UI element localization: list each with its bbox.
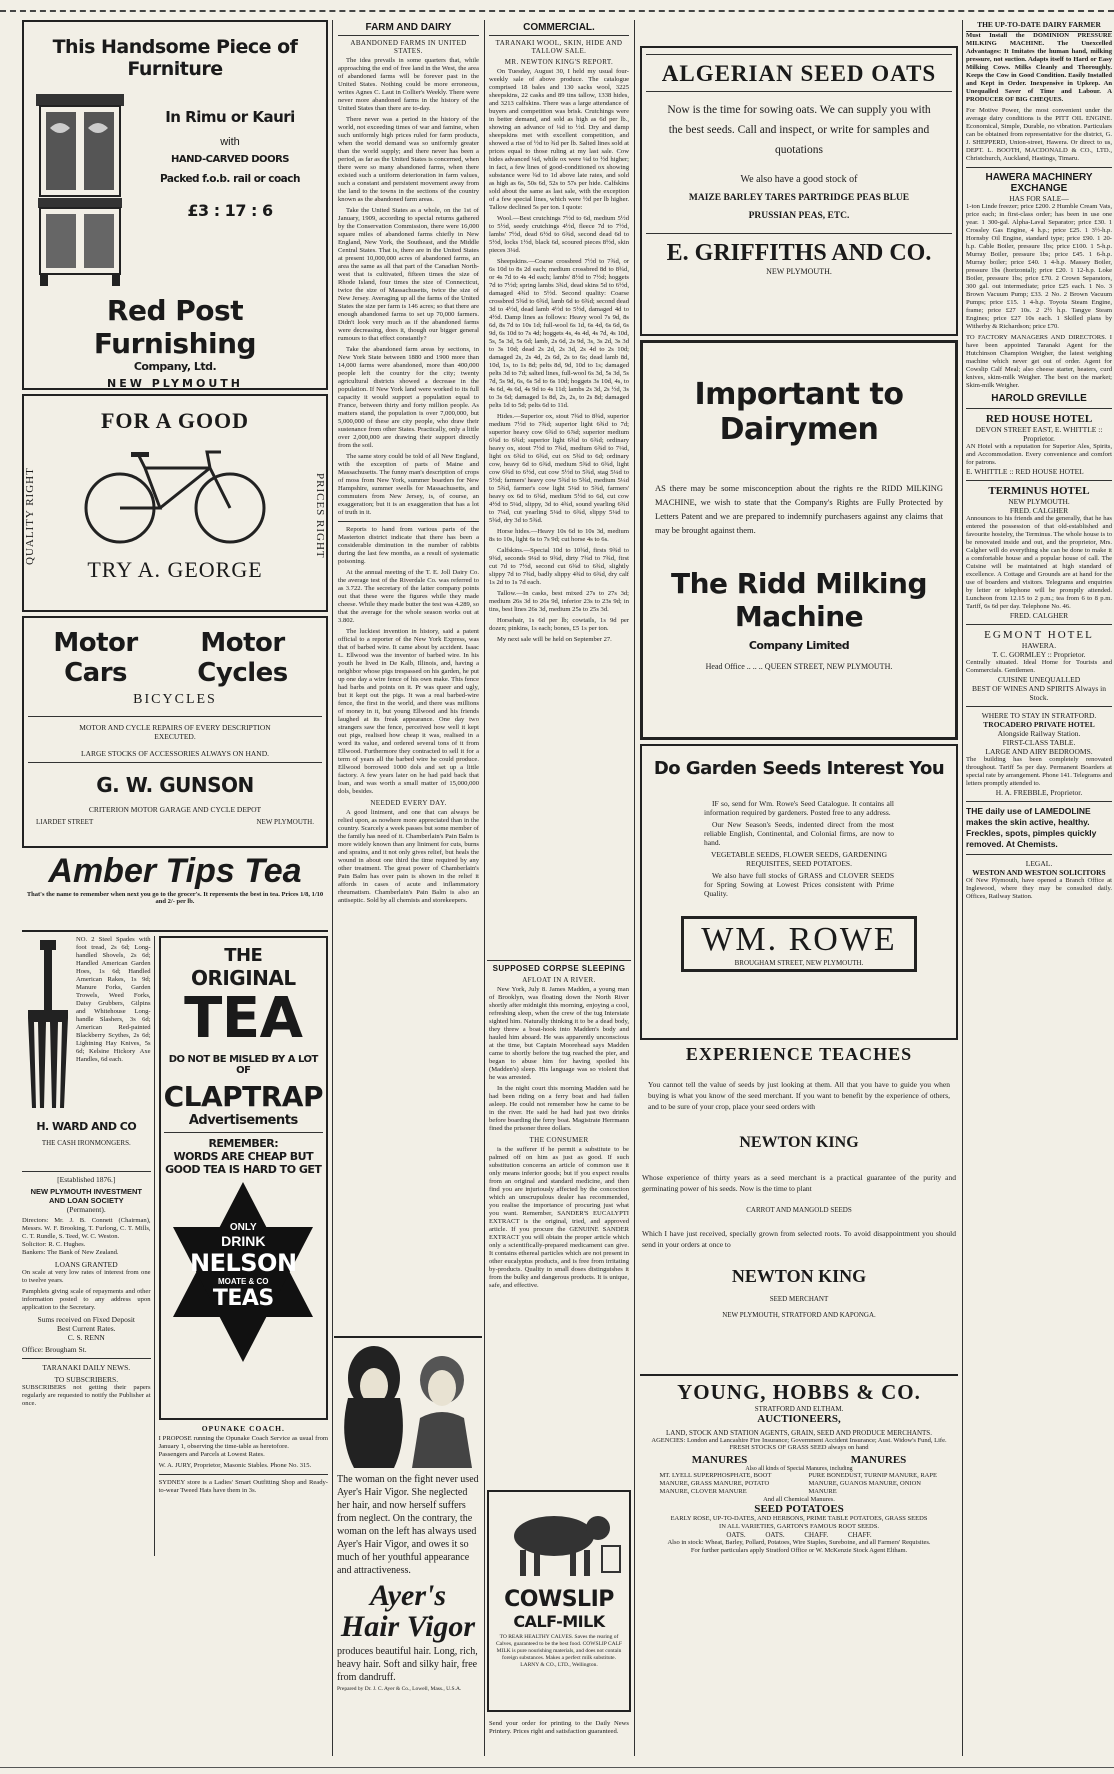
ayer-ad: [334, 1336, 482, 1756]
ayer-foot: Prepared by Dr. J. C. Ayer & Co., Lowell, Mass., U.S.A.: [337, 1686, 462, 1692]
nelson-star: [173, 1182, 313, 1362]
young-potatoes: EARLY ROSE, UP-TO-DATES, AND HERBONS, PRIME TABLE POTATOES, GRASS SEEDS IN ALL VARIETIES, GARTON'S FAMOUS ROOT SEEDS.: [670, 1515, 928, 1530]
farm-h2: NEEDED EVERY DAY.: [370, 799, 447, 807]
cabinet-illustration: [28, 88, 132, 288]
rowe-title: Do Garden Seeds Interest You: [653, 758, 945, 779]
motor-name: G. W. GUNSON: [96, 773, 254, 797]
column-ads-right: [640, 20, 958, 1756]
furniture-line1: This Handsome Piece of: [52, 36, 298, 58]
furniture-company: Red Post Furnishing: [93, 294, 257, 360]
cowslip-sub: CALF-MILK: [513, 1612, 605, 1631]
newton-p1: You cannot tell the value of seeds by just looking at them. All that you have to guide you when buying is what you know of the seed merchant. If you want to benefit by the experience of others, and to be sure of your crop, place your seed orders with: [648, 1080, 950, 1111]
young-l1: LAND, STOCK AND STATION AGENTS, GRAIN, SEED AND PRODUCE MERCHANTS.: [666, 1429, 932, 1437]
furniture-town: NEW PLYMOUTH: [107, 377, 243, 390]
factory-text: TO FACTORY MANAGERS AND DIRECTORS. I have been appointed Taranaki Agent for the Hutchinson Champion Weigher, the latest weighing machine which never get out of order. Agent for Cowslip Calf Meal; also cheese starter, heaters, curd knives, skim-milk Weigher. The best on the market; Skim-milk Weigher.: [966, 334, 1112, 389]
rowe-p2: Our New Season's Seeds, indented direct from the most reliable English, Continental, and Colonial firms, are now to hand.: [704, 820, 894, 847]
young-name: YOUNG, HOBBS & CO.: [677, 1380, 921, 1404]
dairy-heading: THE UP-TO-DATE DAIRY FARMER: [966, 20, 1112, 32]
sydney-text: SYDNEY store is a Ladies' Smart Outfitting Shop and Ready-to-wear Tweed Hats have them in 3s.: [158, 1479, 328, 1494]
cowslip-ad: [487, 1490, 631, 1712]
investment-current: Best Current Rates.: [57, 1324, 116, 1333]
motor-ad: [22, 616, 328, 848]
algerian-town: NEW PLYMOUTH.: [766, 267, 832, 276]
fork-icon: [22, 936, 74, 1116]
young-m1: MANURES: [691, 1454, 748, 1466]
motor-bicycles: BICYCLES: [133, 692, 217, 707]
comm-p1: On Tuesday, August 30, I held my usual four-weekly sale of above produce. The catalogue comprised 18 bales and 130 sacks wool, 3225 sheepskins, 22 casks and 89 tins tallow, 1338 hides, and 3213 calfskins. There was a large attendance of buyers and competition was brisk. Crutchings were in better demand, and sold as high as 6d per lb., showing an advance of ¼d to ½d. Dry and damp sheepskins met with excellent competition, and showed a rise of ½d to ¾d per lb. Salted lines sold at prices equal to those ruling at my last sale. Cow hides advanced ¼d, while ox were ¼d to ½d higher; in fact, a few lines of good-conditioned ox showing substance were ¾d to 1d above late rates, and sold as high as 6s, 50s 6d, 52s to 57s per hide. Calfskins sold about the same as last sale, with the exception of a few special lines, which were ½d per lb higher. Tallow declined 5s per ton. I quote:: [489, 68, 629, 211]
newton-king-ad: [640, 1044, 958, 1376]
motor-right: Motor Cycles: [197, 628, 288, 688]
farm-p9: A good liniment, and one that can always be relied upon, as nowhere more appreciated than in the country. Scarcely a week passes but some member of the family has need of it. Chamberlain's Pain Balm is more widely known than any liniment for cuts, burns and sprains, and it not only gives relief, but heals the wound in about one third the time required by any other treatment. The great power of Chamberlain's Pain Balm has over pain is shown in the relief it affords in cases of acute and inflammatory rheumatism. Chamberlain's Pain Balm is also an antiseptic. Sold by all chemists and storekeepers.: [338, 809, 479, 904]
ayer-text: The woman on the fight never used Ayer's Hair Vigor. She neglected her hair, and now herself suffers from neglect. On the contrary, the woman on the left has always used Ayer's Hair Vigor, and owes it so much of her youthful appearance and attractiveness.: [337, 1474, 479, 1576]
troc-2: LARGE AND AIRY BEDROOMS.: [985, 747, 1093, 756]
original-tea-ad: [159, 936, 328, 1420]
newton-title: EXPERIENCE TEACHES: [685, 1044, 913, 1064]
terminus-town: NEW PLYMOUTH.: [1008, 497, 1070, 506]
coach-parcels: Passengers and Parcels at Lowest Rates.: [158, 1451, 265, 1458]
investment-loans2: On scale at very low rates of interest from one to twelve years.: [22, 1269, 151, 1284]
rowe-p3: VEGETABLE SEEDS, FLOWER SEEDS, GARDENING REQUISITES, SEED POTATOES.: [710, 850, 888, 868]
bicycle-ad: [22, 394, 328, 612]
column-ads-left: [22, 20, 328, 1756]
terminus-title: TERMINUS HOTEL: [988, 485, 1090, 497]
hward-ad: [22, 936, 151, 1172]
investment-est: [Established 1876.]: [57, 1175, 116, 1184]
coach-title: OPUNAKE COACH.: [201, 1424, 285, 1433]
investment-sums: Sums received on Fixed Deposit: [37, 1315, 136, 1324]
farm-p1: The idea prevails in some quarters that, while approaching the end of free land in the West, the area of abandoned farms will be forever past in the United States. Nothing could be more erroneous, writes Agnes C. Laut in Collier's Weekly. There were never more abandoned farms in the history of the United States than there are to-day.: [338, 57, 479, 112]
investment-pamphlets: Pamphlets giving scale of repayments and other information posted to any address upon application to the Secretary.: [22, 1288, 151, 1311]
investment-ad: [22, 1172, 151, 1408]
investment-sec: C. S. RENN: [67, 1333, 105, 1342]
tea-only: ONLY: [229, 1222, 257, 1233]
ridd-title: Important to Dairymen: [694, 377, 904, 447]
motor-town: NEW PLYMOUTH.: [256, 818, 314, 826]
comm-h2: MR. NEWTON KING'S REPORT.: [504, 58, 614, 66]
investment-perm: (Permanent).: [66, 1205, 106, 1214]
furniture-line2: Furniture: [127, 58, 223, 80]
algerian-title: ALGERIAN SEED OATS: [661, 61, 937, 86]
farm-p8: The luckiest invention in history, said a patent official to a reporter of the New York Express, was that of barbed wire. It came about by accident. Isaac L. Ellwood was the inventor of barbed wire. In his youth he lived in De Kalb, Illinois, and, having a neighbor whose pigs trespassed on his garden, he put up one day a wire fence of his own make. This fence had barbs and points on it. Pr was queer and ugly, but it kept out the pigs. It was a real barbed-wire fence, the first in the world, and there was millions of money in it, but young Ellwood and his friends laughed at its freak appearance. One day two strangers saw the fence, perceived how well it kept out pigs, realised how cheap it was, realised in a word its value, and ordered several tons of it from Ellwood. Furthermore they contracted to sell it for a term of years all the barbed wire he could produce. Ellwood borrowed 1000 dols and set up a little factory. A few years later on he had paid back that loan, and was worth a small matter of 15,000,000 dols, besides.: [338, 628, 479, 795]
young-hobbs-ad: [640, 1380, 958, 1554]
comm-h1: TARANAKI WOOL, SKIN, HIDE AND TALLOW SALE.: [495, 39, 623, 55]
farm-p2: There never was a period in the history of the world, not exceeding times of war and famine, when such uniformly high prices ruled for farm products, when the world demand was so uniformly greater than the world supply; and there never has been a period, as far as the United States is concerned, when there were so many abandoned farms, when there existed such a uniform deterioration in farm values, such a constant and persistent movement away from the land to the towns in the sections of the country known as the abandoned farm areas.: [338, 116, 479, 203]
redhouse-street: DEVON STREET EAST, E. WHITTLE :: Proprietor.: [975, 425, 1103, 443]
newton-role: SEED MERCHANT: [769, 1295, 829, 1303]
redhouse-title: RED HOUSE HOTEL: [985, 413, 1093, 425]
redhouse-sig: E. WHITTLE :: RED HOUSE HOTEL: [966, 467, 1084, 476]
comm-p12: is the sufferer if he permit a substitute to be palmed off on him as just as good. If such substitution concerns an article of common use it only means inferior goods; but if you expect results from an original and standard medicine, and then find you are injuriously affected by the concoction which an unscrupulous dealer has recommended, you realise the importance of procuring just what you want. Remember, SANDER'S EUCALYPTI EXTRACT is the original, tried, and approved article. If you procure the GENUINE SANDER EXTRACT you will obtain the proper article which only a scientifically-prepared medicament can give. It contains ethereal particles which are not present in other eucalyptus products, and is free from irritating by-products. Quality in small doses distinguishes it from the bulky and dangerous products. It is unique, safe, and effective.: [489, 1146, 629, 1289]
tea-words: WORDS ARE CHEAP BUT GOOD TEA IS HARD TO GET: [165, 1150, 322, 1176]
egmont-text: Centrally situated. Ideal Home for Tourists and Commercials. Gentlemen.: [966, 659, 1112, 674]
farm-h1: ABANDONED FARMS IN UNITED STATES.: [350, 39, 467, 55]
coach-text: I PROPOSE running the Opunake Coach Service as usual from January 1, observing the time-table as heretofore.: [158, 1435, 328, 1450]
ayer-brand2: Hair Vigor: [340, 1610, 476, 1643]
rowe-p4: We also have full stocks of GRASS and CLOVER SEEDS for Spring Sowing at Lowest Prices consistent with Prime Quality.: [704, 871, 894, 898]
furniture-line6: Packed f.o.b. rail or coach: [160, 173, 300, 185]
young-manr: PURE BONEDUST, TURNIP MANURE, RAPE MANURE, GUANOS MANURE, ONION MANURE: [808, 1472, 937, 1495]
bicycle-left: QUALITY RIGHT: [24, 467, 36, 565]
comm-p9: My next sale will be held on September 27.: [497, 636, 612, 643]
column-right-edge: [966, 20, 1112, 1756]
investment-solicitor: Solicitor: R. C. Hughes.: [22, 1241, 86, 1248]
comm-h4: AFLOAT IN A RIVER.: [522, 976, 596, 984]
hawera-list: 1-ton Linde freezer; price £200. 2 Humble Cream Vats, price each; in first-class order; has been in use one year. 1 300-gal. Alpha-Laval Separator; price £30. 1 Crossley Gas Engine, 4 h.p.; price £25. 1 3½-h.p. Hornsby Oil Engine, standard type; price £90. 1 20-h.p. Cable Boiler, pressure 1bs; price £100. 1 5-h.p. Murray Boiler, pressure 1bs; price £45. 1 6-h.p. Murray boiler; price £40. 1 4-h.p. Massey Boiler, pressure 1bs (horizontal); price £20. 1 12-h.p. Loke Boiler, pressure 1bs; price £70. 2 Crown Separators, 300 gal. out intermediate; price £25 each. 1 No. 3 Brown Vacuum Pump; £33. 2 No. 2 Brown Vacuum Pumps; price £15. 1 4-h.p. Toyota Steam Engine, frame; price £27 10s. 2 2½ h.p. Tangye Steam Engines; price £27 10s each. 1 Skilled plans by Witherby & Richardson; price £70.: [966, 203, 1112, 330]
algerian-also: We also have a good stock of: [740, 174, 858, 185]
ridd-company: Company Limited: [748, 639, 850, 652]
motor-l2: EXECUTED.: [154, 732, 196, 741]
daily-news: TARANAKI DAILY NEWS.: [42, 1363, 131, 1372]
young-l3: FRESH STOCKS OF GRASS SEED always on hand: [729, 1444, 869, 1451]
furniture-ad: [22, 20, 328, 390]
egmont-town: HAWERA.: [1021, 641, 1057, 650]
comm-p2: Wool.—Best crutchings 7½d to 6d, medium 5½d to 5½d, seedy crutchings 4½d, fleece 7d to 7½d, lambs' 7½d, dead 6½d to 6¾d, second dead 6d to 5½d, locks 1½d, black 6d, scoured pieces 8½d, skin pieces 3¼d.: [489, 215, 629, 254]
tea-nelson: NELSON: [190, 1249, 297, 1277]
algerian-name: E. GRIFFITHS AND CO.: [666, 240, 932, 266]
comm-p8: Horsehair, 1s 6d per lb; cowtails, 1s 9d per dozen; pinkins, 1s each; bones, £5 1s per ton.: [489, 617, 629, 632]
terminus-prop: FRED. CALGHER: [1009, 506, 1069, 515]
weston-title: WESTON AND WESTON SOLICITORS: [972, 868, 1106, 877]
young-l2: AGENCIES: London and Lancashire Fire Insurance; Government Accident Insurance; Aust. Widow's Fund, Life.: [651, 1437, 947, 1444]
amber-note: That's the name to remember when next you go to the grocer's. It represents the best in tea. Prices 1/8, 1/10 and 2/- per lb.: [26, 891, 324, 905]
ridd-ad: [640, 340, 958, 740]
subscribers-text: SUBSCRIBERS not getting their papers regularly are requested to notify the Publisher at once.: [22, 1384, 151, 1407]
bicycle-right: PRICES RIGHT: [314, 473, 326, 559]
redhouse-text: AN Hotel with a reputation for Superior Ales, Spirits, and Accommodation. Every convenience and comfort for patrons.: [966, 443, 1112, 466]
farm-p3: Take the United States as a whole, on the 1st of January, 1909, according to special returns gathered by the Conservation Commission, there were 16,000 square miles of abandoned farms chiefly in New England, New York, the Southeast, and the Middle Central States. That is, there are in the United States at present 10,000,000 acres of abandoned farms, an area the same as all that part of the Canadian North-west that is cultivated, fifteen times the size of Rhode Island, four times the size of Connecticut, twice the size of Massachusetts, twice the size of New Jersey. Averaging up all the farms of the United States the size per farm is 146 acres; so that there are enough abandoned farms to set up 70,000 farmers. Didn't look very much as if the abandoned farms were decreasing, does it, though our bigger general rumours to that effect constantly?: [338, 207, 479, 342]
cowslip-small: TO REAR HEALTHY CALVES. Saves the rearing of Calves, guaranteed to be the best food. COWSLIP CALF MILK is pure nourishing materials, and does not contain foreign substances. Makes a perfect milk substitute. LARNY & CO., LTD., Wellington.: [496, 1634, 622, 1668]
masthead-band: [0, 0, 1114, 12]
furniture-price: £3 : 17 : 6: [187, 201, 273, 220]
farm-p4: Take the abandoned farm areas by sections, in New York State between 1880 and 1900 more than 14,000 farms were abandoned, more than 400,000 people left the country for the city; twenty agricultural districts showed a decrease in the population. If New York land were worked to its full capacity it would support a population equal to France, between thirty and forty million people. As matters stand, the population is over 7,000,000, but 5,000,000 of these are city people, who draw their sustenance from other States. Practically, only a little over 2,000,000 are drawing their support directly from the soil.: [338, 346, 479, 449]
troc-1: FIRST-CLASS TABLE.: [1002, 738, 1076, 747]
young-seedp: SEED POTATOES: [754, 1503, 844, 1515]
young-also: Also all kinds of Special Manures, including: [745, 1466, 853, 1472]
ridd-name: The Ridd Milking Machine: [670, 567, 928, 633]
young-further: For further particulars apply Stratford Office or W. McKenzie Stock Agent Eltham.: [690, 1547, 908, 1554]
woman-illustration: [334, 1338, 482, 1468]
investment-directors: Directors: Mr. J. B. Connett (Chairman), Messrs. W. F. Brooking, T. Furlong, C. T. Mills, C. T. Rundle, S. Teed, W. C. Weston.: [22, 1217, 151, 1240]
subscribers-heading: TO SUBSCRIBERS.: [54, 1375, 119, 1384]
ayer-tail: produces beautiful hair. Long, rich, heavy hair. Soft and silky hair, free from dandruff.: [337, 1646, 478, 1683]
investment-loans: LOANS GRANTED: [54, 1260, 118, 1269]
dairy-text: Must Install the DOMINION PRESSURE MILKING MACHINE. The Unexcelled Advantages: It Imitates the human hand, milking pressure, not suction. Adapts itself to Hard or Easy Milking Cows. Milks Cleanly and Thoroughly. Keeps the Cow in Good Condition. Easily Installed and Kept in Order. Inexpensive in Upkeep. An Unequalled Saver of Time and Labour. A PRODUCER OF BIG CHEQUES.: [966, 32, 1112, 103]
bicycle-icon: [75, 438, 275, 548]
opunake-coach-ad: [159, 1420, 328, 1495]
young-towns: STRATFORD AND ELTHAM.: [754, 1405, 844, 1413]
hward-text: NO. 2 Steel Spades with foot tread, 2s 6d; Long-handled Shovels, 2s 6d; Handled American Garden Hoes, 1s 6d; Handled American Rakes, 1s 9d; Manure Forks, Garden Trowels, Weed Forks, Daisy Grubbers, Gilpins and Whitehouse Long-handle Slashers, 3s 6d; American Red-painted Blackberry Scythes, 2s 6d; Lightning Hay Knives, 5s 6d; Kelsine Hickory Axe Handles, 6d each.: [76, 936, 151, 1063]
terminus-text: Announces to his friends and the generally, that he has entered the possession of that old-established and favourite hostelry, the Terminus. The whole house is to be renovated inside and out, and the proprietor, Mrs. Calgher will do everything she can be done to make it a comfortable house and a popular house of call. The Cuisine will be maintained at high standard of excellence. A Cottage and Grounds are at hand for the use of boarders and visitors. Telegrams and enquiries by letter or telephone will be promptly attended. Luncheon from 12.15 to 2 p.m.; tea from 6 to 8 p.m. Tariff, 6s 6d per day. Telephone No. 46.: [966, 515, 1112, 610]
egmont-cuisine: CUISINE UNEQUALLED: [997, 675, 1081, 684]
motor-depot: CRITERION MOTOR GARAGE AND CYCLE DEPOT: [88, 805, 262, 814]
comm-p7: Tallow.—In casks, best mixed 27s to 27s 3d; medium 26s 3d to 26s 9d, inferior 23s to 23s 9d; in tins, best lines 26s 3d, medium 25s to 25s 3d.: [489, 590, 629, 613]
ridd-office: Head Office .. .. .. QUEEN STREET, NEW PLYMOUTH.: [705, 662, 893, 671]
troc-title: TROCADERO PRIVATE HOTEL: [983, 720, 1095, 729]
newton-name1: NEWTON KING: [739, 1134, 859, 1151]
rowe-ad: [640, 744, 958, 1040]
furniture-line3: In Rimu or Kauri: [165, 108, 295, 126]
pitt-text: For Motive Power, the most convenient under the average dairy conditions is the PITT OIL ENGINE. Economical, Simple, Durable, no vibration. Particulars can be obtained from representative for the district, G. J. SHEPPERD, Union-street, Hawera. Or direct to us, DEPT. L. BOOTH, MACDONALD & CO., LTD., Christchurch, Auckland, Hastings, Timaru.: [966, 107, 1112, 162]
bicycle-top: FOR A GOOD: [100, 408, 250, 433]
tea-drink: DRINK: [221, 1233, 266, 1249]
young-chem: And all Chemical Manures.: [763, 1496, 835, 1503]
tea-original: ORIGINAL: [190, 966, 296, 990]
tea-the: THE: [224, 945, 263, 966]
tea-moate: MOATE & CO: [218, 1277, 269, 1286]
lamedoline-text: THE daily use of LAMEDOLINE makes the skin active, healthy. Freckles, spots, pimples quickly removed. At Chemists.: [966, 806, 1097, 849]
tea-remember: REMEMBER:: [208, 1137, 279, 1150]
comm-p10: New York, July 8. James Madden, a young man of Brooklyn, was floating down the North River shortly after midnight this morning, enjoying a cool, refreshing sleep, when the crew of the tug Interstate sighted him. Naturally thinking it to be a dead body, they threw a boat-hook into Madden's body and hauled him aboard. He was apparently unconscious at the time, but Captain Moorehead says Madden came to shortly before the tug reached the pier, and began to abuse him for having spoiled his (Madden's) sleep. His language was so violent that he was arrested.: [489, 986, 629, 1081]
tea-claptrap: CLAPTRAP: [163, 1080, 323, 1113]
commercial-header: COMMERCIAL.: [489, 20, 629, 36]
young-m2: MANURES: [850, 1454, 907, 1466]
investment-bankers: Bankers: The Bank of New Zealand.: [22, 1249, 119, 1256]
tea-notmisled: DO NOT BE MISLED BY A LOT OF: [168, 1054, 318, 1076]
terminus-sig: FRED. CALGHER: [1009, 611, 1069, 620]
farm-p5: The same story could be told of all New England, with the exception of parts of Maine and Massachusetts. The funny man's description of crops of moss from New York, summer boarders for New Hampshire, summer swells for Massachusetts, and commuters from New Jersey, is, of course, an exaggeration; but it is an exaggeration that has a lot of truth in it.: [338, 453, 479, 516]
cowslip-title: COWSLIP: [504, 1587, 614, 1612]
comm-lower: [487, 960, 631, 1361]
young-auct: AUCTIONEERS,: [757, 1413, 841, 1425]
troc-text: The building has been completely renovated throughout. Tariff 5s per day. Permanent Boarders at special rate by arrangement. Phone 141. Telegrams and letters promptly attended to.: [966, 756, 1112, 787]
motor-street: LIARDET STREET: [36, 818, 94, 826]
tea-adverts: Advertisements: [188, 1113, 298, 1128]
rowe-addr: BROUGHAM STREET, NEW PLYMOUTH.: [734, 959, 864, 967]
comm-p11: In the night court this morning Madden said he had been riding on a ferry boat and had fallen asleep. He could not remember how he came to be in the river. He said he had had just two drinks before boarding the ferry boat. Magistrate Herrmann fined the prisoner three dollars.: [489, 1085, 629, 1132]
farm-header: FARM AND DAIRY: [338, 20, 479, 36]
hawera-sub: HAS FOR SALE—: [1009, 194, 1069, 203]
farm-p6: Reports to hand from various parts of the Masterton district indicate that there has been a considerable diminution in the number of rabbits during the last few months, as a result of systematic poisoning.: [338, 526, 479, 565]
algerian-ad: [640, 46, 958, 336]
algerian-text: Now is the time for sowing oats. We can supply you with the best seeds. Call and inspect, or write for samples and quotations: [667, 104, 931, 156]
hward-name: H. WARD AND CO: [36, 1120, 137, 1133]
algerian-items: MAIZE BARLEY TARES PARTRIDGE PEAS BLUE PRUSSIAN PEAS, ETC.: [688, 193, 910, 221]
comm-p4: Hides.—Superior ox, stout 7¾d to 8¾d, superior medium 7½d to 7¾d; superior light 6¾d to 7d; superior heavy cow 6¾d to 6⅞d; superior medium 6¾d to 6¾d; superior light 6¾d to 6¾d; ordinary heavy ox, stout 7½d to 7¾d, medium 6¾d to 7¼d, light ox 6¾d to 6¾d, cut ox 5¾d to 6d; ordinary cow, heavy 6d to 6¾d, medium 5¾d to 6¾d, light cow 6¾d to 6½d, cut cow 5½d to 5¾d, stag 5¼d to 5½d; farmers' heavy cow 5¾d to 5¾d, medium 5¼d to 5¾d, farmer's cow light 5¼d to 5¾d, farmers' heavy ox 6d to 6¾d, medium 5½d to 6d, cut cow 4½d to 5¼d, slippy, 3d to 4¾d, sound yearling 6¾d to 7¼d, cut yearling 5¼d to 6¾d, slippy 5¼d to 5¾d, dry 3d to 5¾d.: [489, 413, 629, 524]
tea-big: TEA: [184, 986, 303, 1051]
furniture-line5: HAND-CARVED DOORS: [171, 154, 289, 165]
troc-sub: Alongside Railway Station.: [997, 729, 1081, 738]
rowe-name: WM. ROWE: [701, 921, 897, 958]
ridd-text: AS there may be some misconception about the rights re the RIDD MILKING MACHINE, we wish to state that the Company's Rights are Fully Protected by Letters Patent and we are prepared to indemnify purchasers against any claims that may be brought against them.: [655, 483, 943, 535]
comm-p5: Horse hides.—Heavy 10s 6d to 10s 3d, medium 8s to 10s, light 6s to 7s 9d; cut horse 4s to 6s.: [489, 528, 629, 543]
egmont-title: EGMONT HOTEL: [984, 629, 1094, 641]
comm-p3: Sheepskins.—Coarse crossbred 7½d to 7¾d, or 6s 10d to 8s 2d each; medium crossbred 8d to 8¾d, or 4s 7d to 4s 4d each; lambs' 8½d to 7½d; hoggets 7d to 7½d; spring lambs 3¾d, dead skins 5d to 6½d, damaged 4¾d to 5½d. Second quality: Coarse crossbred 5¾d to 6¾d, lamb 6d to 6¾d; second dead 3d to 4½d, dead lamb 4½d to 5½d, damaged 4d to 4½d. Damp lines as follows: Heavy wool 7s 9d, 8s 6d, 8s 7d to 10s 1d; full-wool 6s 1d, 6s 4d, 6s 6d, 6s 9d, 6s 10d to 7s 4d; hoggets 4s, 4s 4d, 4s 7d, 4s 10d, 5s, 5s 3d, 5s 6d; lamb, 2s 6d, 2s 9d, 3s, 3s 2d, 3s 3d to 3s 10d; dead 2s 2d, 2s 3d, 2s 4d to 2s 10d; damaged 2s, 2s 4d, 2s 6d, 2s to 6s; dead lamb 8d, 10d, 1s, to 1s 8d; pelts 8d, 9d, 10d to 1s; damaged pelts 3d to 7d; salted lines, full-wool 6s 3d, 5s 3d, 5s 7d, 5s 9d, 6s, 6s 5d to 6s 10d; hoggets 3s 10d, 4s, to 4s 6d, 4s 6d, 4s 9d to 4s 11d; lambs 2s 3d, 2s ½d, 3s to 3s 6d; damaged 1s 8d, 2s, 2s, to 2s 8d; damaged pelts 1d to 5d; pelts 6d to 11d.: [489, 258, 629, 409]
furniture-line4: with: [220, 136, 240, 148]
greville-name: HAROLD GREVILLE: [991, 393, 1087, 404]
young-stock: Also in stock: Wheat, Barley, Pollard, Potatoes, Wire Staples, Sureboine, and all Farmers' Requisites.: [667, 1539, 931, 1546]
ayer-brand1: Ayer's: [369, 1579, 447, 1612]
egmont-prop: T. C. GORMLEY :: Proprietor.: [992, 650, 1086, 659]
rowe-p1: IF so, send for Wm. Rowe's Seed Catalogue. It contains all information required by gardeners. Posted free to any address.: [704, 799, 894, 817]
cow-illustration: [494, 1492, 624, 1582]
weston-text: Of New Plymouth, have opened a Branch Office at Inglewood, where they may be consulted daily. Offices, Railway Station.: [966, 877, 1112, 900]
comm-h3: SUPPOSED CORPSE SLEEPING: [492, 964, 626, 973]
farm-p7: At the annual meeting of the T. E. Joll Dairy Co. the average test of the Riverdale Co. was referred to as 3.722. The secretary of the latter company points out that these were the figures while they made cheese. While they made butter the test was 4.289, so that the average for the whole season works out at 3.802.: [338, 569, 479, 624]
young-oats: OATS. OATS. CHAFF. CHAFF.: [726, 1531, 872, 1539]
comm-p6: Calfskins.—Special 10d to 10¾d, firsts 9¾d to 9¾d, seconds 9¼d to 9¾d, dirty 7¾d to 7¾d, first cut 7d to 7½d, second cut 6¾d to 6¾d, slightly slippy 7d to 7¾d, badly slippy 4¾d to 6¾d, dry calf 1s 2d to 1s 7d each.: [489, 547, 629, 586]
motor-l1: MOTOR AND CYCLE REPAIRS OF EVERY DESCRIPTION: [79, 723, 271, 732]
amber-ad: [22, 852, 328, 932]
bicycle-bottom: TRY A. GEORGE: [87, 557, 263, 582]
newton-towns: NEW PLYMOUTH, STRATFORD AND KAPONGA.: [722, 1311, 876, 1319]
egmont-wines: BEST OF WINES AND SPIRITS Always in Stock.: [972, 684, 1106, 702]
motor-l3: LARGE STOCKS OF ACCESSORIES ALWAYS ON HAND.: [80, 749, 270, 758]
where-stay: WHERE TO STAY IN STRATFORD.: [981, 711, 1097, 720]
newton-seeds: CARROT AND MANGOLD SEEDS: [746, 1206, 852, 1214]
newton-p2: Whose experience of thirty years as a seed merchant is a practical guarantee of the purity and germinating power of his seeds. Now is the time to plant: [642, 1173, 956, 1193]
printing-note: Send your order for printing to the Daily News Printery. Prices right and satisfaction guaranteed.: [489, 1720, 629, 1735]
furniture-company2: Company, Ltd.: [133, 360, 217, 373]
amber-title: Amber Tips Tea: [48, 852, 302, 890]
hward-sub: THE CASH IRONMONGERS.: [41, 1139, 131, 1147]
tea-teas: TEAS: [212, 1286, 274, 1311]
hawera-title: HAWERA MACHINERY EXCHANGE: [985, 172, 1093, 194]
newton-name2: NEWTON KING: [731, 1266, 867, 1286]
motor-left: Motor Cars: [53, 628, 138, 688]
young-manl: MT. LYELL SUPERPHOSPHATE, BOOT MANURE, GRASS MANURE, POTATO MANURE, CLOVER MANURE: [659, 1472, 772, 1495]
comm-h5: THE CONSUMER: [529, 1136, 589, 1144]
investment-title: NEW PLYMOUTH INVESTMENT AND LOAN SOCIETY: [30, 1187, 142, 1205]
newton-p3: Which I have just received, specially grown from selected roots. To avoid disappointment you should send in your orders at once to: [642, 1229, 956, 1249]
troc-sig: H. A. FREBBLE, Proprietor.: [995, 788, 1083, 797]
legal-heading: LEGAL.: [1025, 859, 1053, 868]
coach-prop: W. A. JURY, Proprietor, Masonic Stables. Phone No. 315.: [158, 1462, 312, 1469]
investment-office: Office: Brougham St.: [22, 1345, 87, 1354]
